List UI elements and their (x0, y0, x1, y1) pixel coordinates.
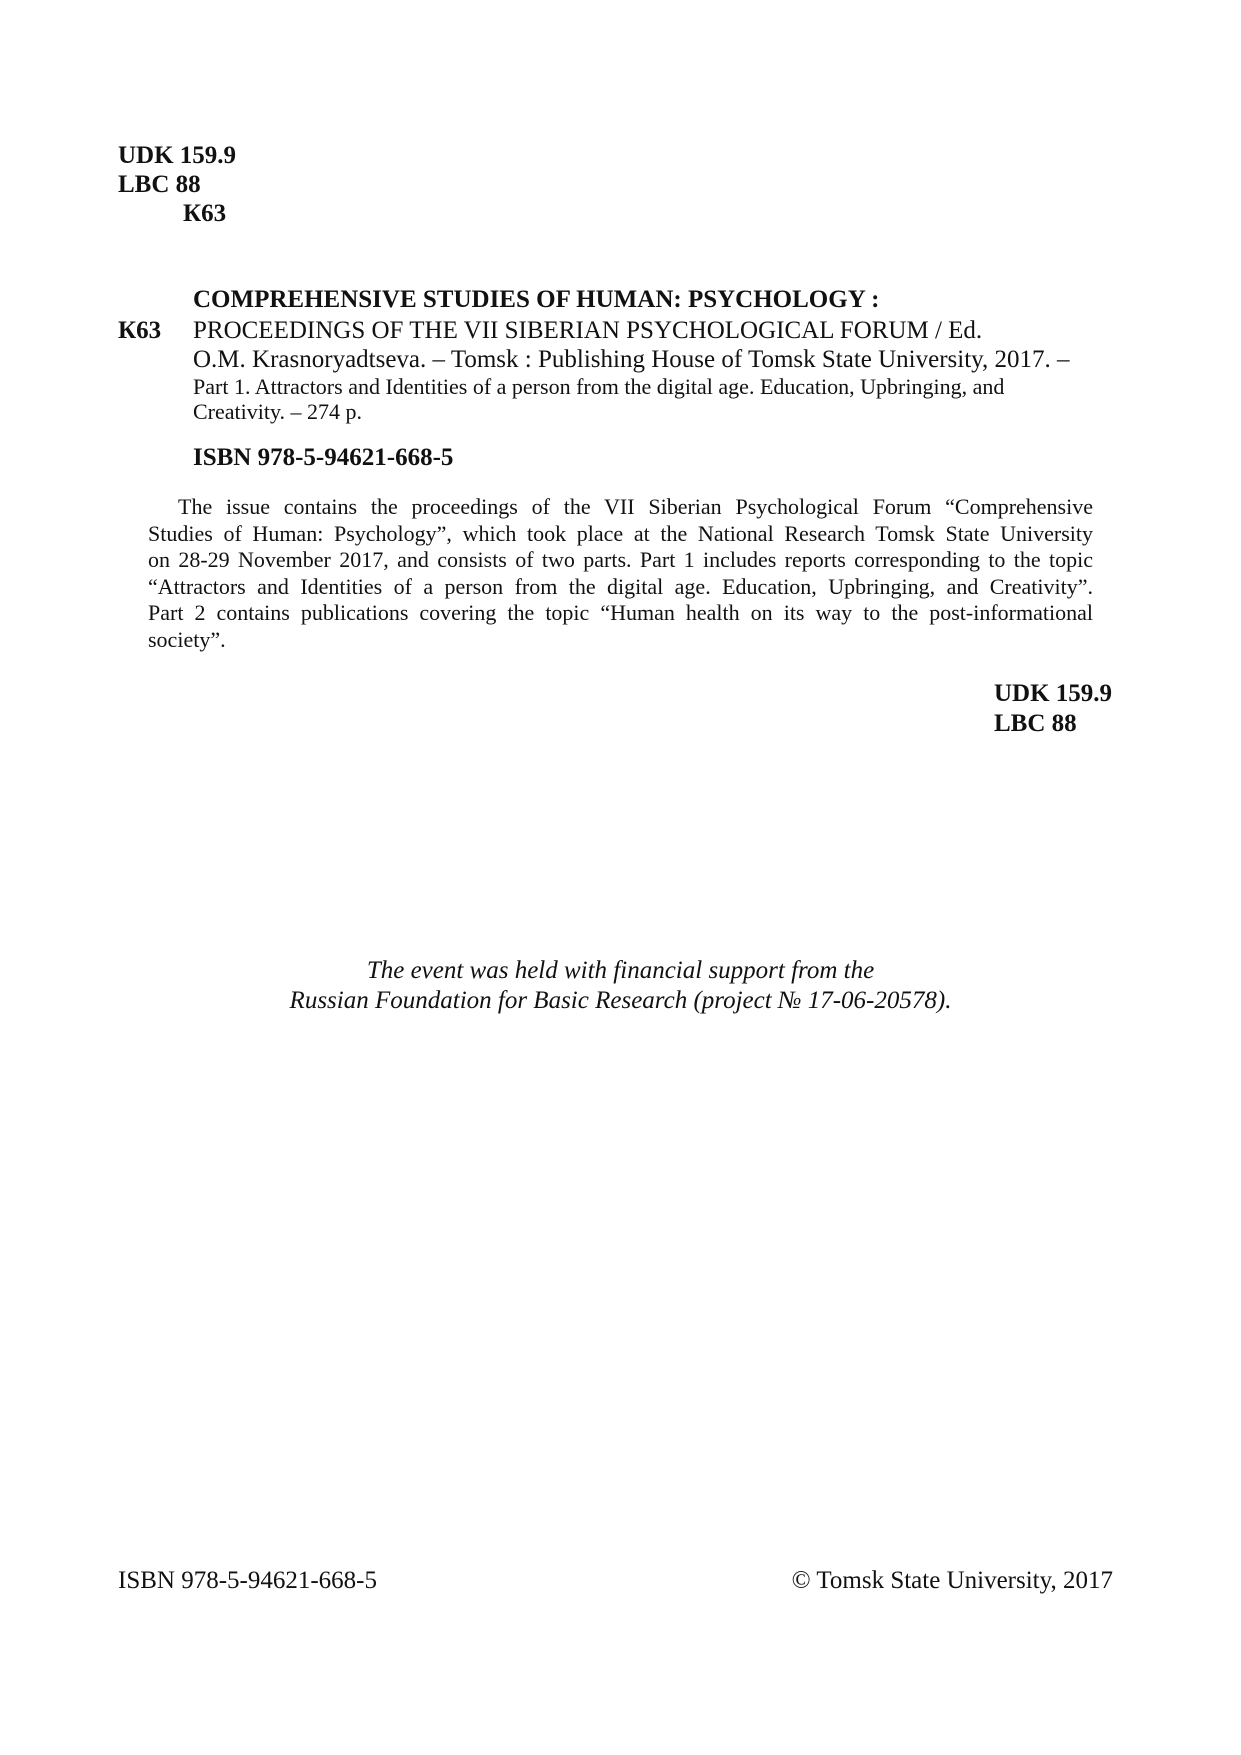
udk-code-bottom: UDK 159.9 (994, 680, 1113, 707)
record-line: Creativity. – 274 p. (193, 399, 363, 424)
funding-note-line: The event was held with financial support from the (366, 957, 875, 984)
record-line: Part 1. Attractors and Identities of a person from the digital age. Education, Upbringing, and (193, 374, 1005, 399)
abstract-line: society”. (148, 626, 226, 652)
abstract-line: “Attractors and Identities of a person from the digital age. Education, Upbringing, and Creativity”. (148, 573, 1093, 599)
lbc-code-top: LBC 88 (118, 171, 201, 198)
abstract-paragraph (148, 494, 1093, 654)
funding-note-line: Russian Foundation for Basic Research (project № 17-06-20578). (289, 987, 952, 1014)
lbc-code-bottom: LBC 88 (994, 710, 1077, 737)
footer-isbn: ISBN 978-5-94621-668-5 (118, 1567, 378, 1594)
record-isbn: ISBN 978-5-94621-668-5 (193, 444, 454, 471)
author-mark-side: К63 (118, 317, 162, 344)
abstract-line: Part 2 contains publications covering the topic “Human health on its way to the post-informational (148, 600, 1093, 626)
abstract-line: The issue contains the proceedings of the VII Siberian Psychological Forum “Comprehensive (178, 494, 1093, 519)
record-title: COMPREHENSIVE STUDIES OF HUMAN: PSYCHOLOGY : (193, 286, 880, 313)
author-mark-top: К63 (183, 200, 227, 227)
abstract-line: on 28-29 November 2017, and consists of two parts. Part 1 includes reports corresponding to the topic (148, 547, 1093, 573)
record-line: O.M. Krasnoryadtseva. – Tomsk : Publishing House of Tomsk State University, 2017. – (193, 346, 1070, 373)
record-line: PROCEEDINGS OF THE VII SIBERIAN PSYCHOLOGICAL FORUM / Ed. (193, 317, 983, 344)
footer-copyright: © Tomsk State University, 2017 (791, 1567, 1113, 1594)
abstract-line: Studies of Human: Psychology”, which took place at the National Research Tomsk State University (148, 520, 1093, 546)
udk-code-top: UDK 159.9 (118, 142, 237, 169)
